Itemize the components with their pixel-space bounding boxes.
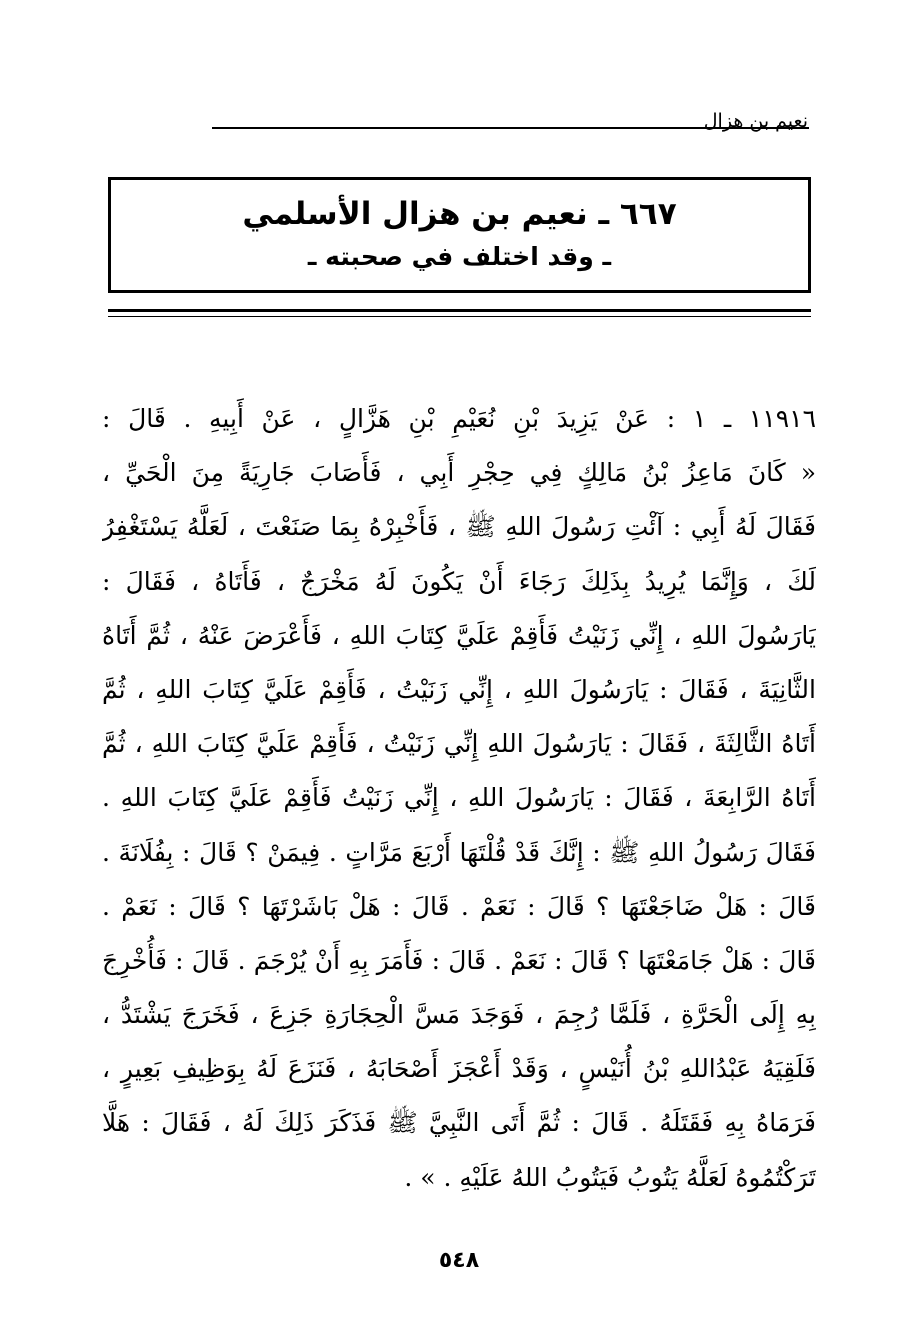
entry-title: ٦٦٧ ـ نعيم بن هزال الأسلمي xyxy=(242,196,677,232)
text-line: بِهِ إِلَى الْحَرَّةِ ، فَلَمَّا رُجِمَ ، فَوَجَدَ مَسَّ الْحِجَارَةِ جَزِعَ ، فَخَرَجَ يَشْتَدُّ ، xyxy=(102,1000,816,1030)
text-line: فَقَالَ رَسُولُ اللهِ ﷺ : إِنَّكَ قَدْ قُلْتَهَا أَرْبَعَ مَرَّاتٍ . فِيمَنْ ؟ قَالَ : بِفُلَانَةَ . xyxy=(102,837,816,867)
text-line: « كَانَ مَاعِزُ بْنُ مَالِكٍ فِي حِجْرِ أَبِي ، فَأَصَابَ جَارِيَةً مِنَ الْحَيِّ ، xyxy=(102,458,816,488)
text-line: يَارَسُولَ اللهِ ، إِنِّي زَنَيْتُ فَأَقِمْ عَلَيَّ كِتَابَ اللهِ ، فَأَعْرَضَ عَنْهُ ، ثُمَّ أَتَاهُ xyxy=(102,620,816,650)
text-line: قَالَ : هَلْ ضَاجَعْتَهَا ؟ قَالَ : نَعَمْ . قَالَ : هَلْ بَاشَرْتَهَا ؟ قَالَ : نَعَمْ . xyxy=(102,891,816,921)
text-line: أَتَاهُ الرَّابِعَةَ ، فَقَالَ : يَارَسُولَ اللهِ ، إِنِّي زَنَيْتُ فَأَقِمْ عَلَيَّ كِتَابَ اللهِ . xyxy=(102,783,816,813)
text-line: الثَّانِيَةَ ، فَقَالَ : يَارَسُولَ اللهِ ، إِنِّي زَنَيْتُ ، فَأَقِمْ عَلَيَّ كِتَابَ اللهِ ، ثُمَّ xyxy=(102,674,816,704)
entry-subtitle: ـ وقد اختلف في صحبته ـ xyxy=(307,242,612,271)
header-rule xyxy=(212,127,809,129)
text-line: فَقَالَ لَهُ أَبِي : آئْتِ رَسُولَ اللهِ ﷺ ، فَأَخْبِرْهُ بِمَا صَنَعْتَ ، لَعَلَّهُ يَسْتَغْفِرُ xyxy=(102,512,816,542)
double-rule-thick xyxy=(108,309,811,312)
running-header: نعيم بن هزال xyxy=(703,110,808,132)
hadith-text xyxy=(102,392,816,1205)
text-line: فَلَقِيَهُ عَبْدُاللهِ بْنُ أُنَيْسٍ ، وَقَدْ أَعْجَزَ أَصْحَابَهُ ، فَنَزَعَ لَهُ بِوَظِيفِ بَعِيرٍ ، xyxy=(102,1054,816,1084)
text-line: ١١٩١٦ ـ ١ : عَنْ يَزِيدَ بْنِ نُعَيْمِ بْنِ هَزَّالٍ ، عَنْ أَبِيهِ . قَالَ : xyxy=(102,404,816,433)
double-rule-thin xyxy=(108,316,811,317)
page-number: ٥٤٨ xyxy=(438,1248,480,1273)
text-line: فَرَمَاهُ بِهِ فَقَتَلَهُ . قَالَ : ثُمَّ أَتَى النَّبِيَّ ﷺ فَذَكَرَ ذَلِكَ لَهُ ، فَقَالَ : هَلَّا xyxy=(102,1108,816,1138)
text-line: قَالَ : هَلْ جَامَعْتَهَا ؟ قَالَ : نَعَمْ . قَالَ : فَأَمَرَ بِهِ أَنْ يُرْجَمَ . قَالَ : فَأُخْرِجَ xyxy=(102,945,816,975)
text-line: أَتَاهُ الثَّالِثَةَ ، فَقَالَ : يَارَسُولَ اللهِ إِنِّي زَنَيْتُ ، فَأَقِمْ عَلَيَّ كِتَابَ اللهِ ، ثُمَّ xyxy=(102,729,816,759)
text-line: لَكَ ، وَإِنَّمَا يُرِيدُ بِذَلِكَ رَجَاءَ أَنْ يَكُونَ لَهُ مَخْرَجٌ ، فَأَتَاهُ ، فَقَالَ : xyxy=(102,566,816,596)
text-line: تَرَكْتُمُوهُ لَعَلَّهُ يَتُوبُ فَيَتُوبُ اللهُ عَلَيْهِ . » . xyxy=(404,1162,816,1192)
entry-title-box xyxy=(108,177,811,293)
